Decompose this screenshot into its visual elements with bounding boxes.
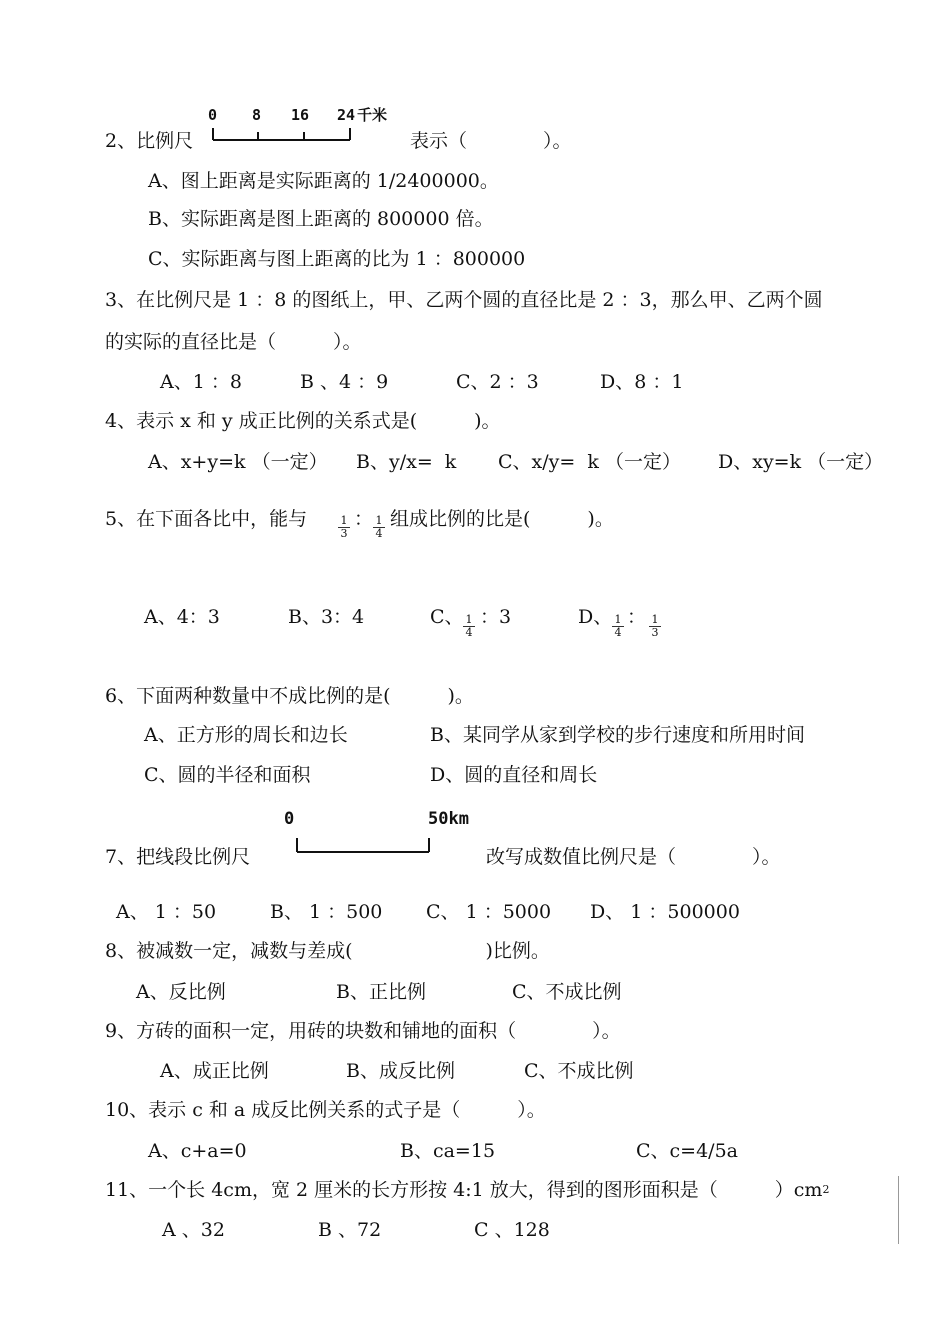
q9-text: 9、方砖的面积一定，用砖的块数和铺地的面积（ ）。 xyxy=(105,1020,621,1042)
q3-option-a: A、1 ：8 xyxy=(160,371,242,393)
q5-option-c-suffix: ：3 xyxy=(480,606,512,628)
fraction-denominator: 4 xyxy=(614,626,622,639)
fraction-numerator: 1 xyxy=(649,614,661,627)
q5-fraction-2 xyxy=(373,515,385,540)
q11-option-c: C 、128 xyxy=(474,1219,550,1241)
q11-option-a: A 、32 xyxy=(162,1219,225,1241)
q7-suffix: 改写成数值比例尺是（ ）。 xyxy=(486,846,781,868)
scale-tick-8: 8 xyxy=(252,106,262,124)
q3-option-c: C、2 ：3 xyxy=(456,371,539,393)
fraction-numerator: 1 xyxy=(463,614,475,627)
fraction-numerator: 1 xyxy=(338,515,350,528)
q3-line-1: 3、在比例尺是 1 ：8 的图纸上，甲、乙两个圆的直径比是 2 ：3，那么甲、乙两个圆 xyxy=(105,289,823,311)
q9-option-c: C、不成比例 xyxy=(524,1060,634,1082)
scale-bar-q2 xyxy=(210,124,355,146)
q6-text: 6、下面两种数量中不成比例的是( )。 xyxy=(105,685,474,707)
q5-option-a: A、4：3 xyxy=(144,606,220,628)
q5-suffix: 组成比例的比是( )。 xyxy=(390,508,614,530)
q5-fraction-1 xyxy=(338,515,350,540)
q11-superscript: 2 xyxy=(822,1183,830,1196)
q2-prefix: 2、比例尺 xyxy=(105,130,194,152)
q6-option-d: D、圆的直径和周长 xyxy=(430,764,598,786)
q7-prefix: 7、把线段比例尺 xyxy=(105,846,251,868)
q7-scale-end: 50km xyxy=(428,809,469,829)
q8-option-b: B、正比例 xyxy=(336,981,426,1003)
q4-option-c: C、x/y= k （一定） xyxy=(498,451,681,473)
q9-option-b: B、成反比例 xyxy=(346,1060,455,1082)
fraction-numerator: 1 xyxy=(373,515,385,528)
q8-text: 8、被减数一定，减数与差成( )比例。 xyxy=(105,940,550,962)
q2-option-b: B、实际距离是图上距离的 800000 倍。 xyxy=(148,208,494,230)
q5-prefix: 5、在下面各比中，能与 xyxy=(105,508,308,530)
q2-suffix: 表示（ ）。 xyxy=(410,130,572,152)
q7-option-c: C、 1 ：5000 xyxy=(426,901,552,923)
q5-option-d-fraction-1 xyxy=(612,614,624,639)
q5-option-d-fraction-2 xyxy=(649,614,661,639)
scale-tick-0: 0 xyxy=(208,106,218,124)
fraction-denominator: 4 xyxy=(375,527,383,540)
q7-option-a: A、 1 ：50 xyxy=(116,901,217,923)
fraction-denominator: 3 xyxy=(340,527,348,540)
q4-option-a: A、x+y=k （一定） xyxy=(148,451,328,473)
q4-text: 4、表示 x 和 y 成正比例的关系式是( )。 xyxy=(105,410,501,432)
fraction-numerator: 1 xyxy=(612,614,624,627)
q5-option-c-fraction xyxy=(463,614,475,639)
scale-bar-q7 xyxy=(294,834,434,856)
q5-option-c-prefix: C、 xyxy=(430,606,464,628)
q4-option-b: B、y/x= k xyxy=(356,451,457,473)
fraction-denominator: 3 xyxy=(651,626,659,639)
q6-option-a: A、正方形的周长和边长 xyxy=(144,724,348,746)
q3-option-b: B 、4 ：9 xyxy=(300,371,389,393)
q4-option-d: D、xy=k （一定） xyxy=(718,451,884,473)
q3-option-d: D、8 ：1 xyxy=(600,371,684,393)
q11-option-b: B 、72 xyxy=(318,1219,382,1241)
q7-scale-start: 0 xyxy=(284,809,295,829)
fraction-denominator: 4 xyxy=(465,626,473,639)
q5-option-b: B、3：4 xyxy=(288,606,365,628)
q8-option-a: A、反比例 xyxy=(136,981,226,1003)
q10-text: 10、表示 c 和 a 成反比例关系的式子是（ ）。 xyxy=(105,1099,546,1121)
q2-option-a: A、图上距离是实际距离的 1/2400000。 xyxy=(148,170,499,192)
q11-text-body: 11、一个长 4cm，宽 2 厘米的长方形按 4:1 放大，得到的图形面积是（ ）cm xyxy=(105,1179,823,1201)
q11-text xyxy=(105,1178,829,1202)
q6-option-b: B、某同学从家到学校的步行速度和所用时间 xyxy=(430,724,805,746)
scale-tick-24: 24 xyxy=(337,106,356,124)
q5-option-d-colon: ： xyxy=(627,606,647,628)
q5-colon: ： xyxy=(354,508,374,530)
q2-option-c: C、实际距离与图上距离的比为 1 ：800000 xyxy=(148,248,526,270)
q9-option-a: A、成正比例 xyxy=(160,1060,269,1082)
q10-option-a: A、c+a=0 xyxy=(148,1140,247,1162)
q5-option-d-prefix: D、 xyxy=(578,606,613,628)
q6-option-c: C、圆的半径和面积 xyxy=(144,764,311,786)
scale-tick-16: 16 xyxy=(291,106,310,124)
q8-option-c: C、不成比例 xyxy=(512,981,622,1003)
q3-line-2: 的实际的直径比是（ ）。 xyxy=(105,331,362,353)
q7-option-d: D、 1 ：500000 xyxy=(590,901,740,923)
scale-unit: 千米 xyxy=(357,106,388,124)
q10-option-b: B、ca=15 xyxy=(400,1140,496,1162)
margin-rule xyxy=(898,1176,899,1244)
q10-option-c: C、c=4/5a xyxy=(636,1140,739,1162)
q7-option-b: B、 1 ：500 xyxy=(270,901,383,923)
